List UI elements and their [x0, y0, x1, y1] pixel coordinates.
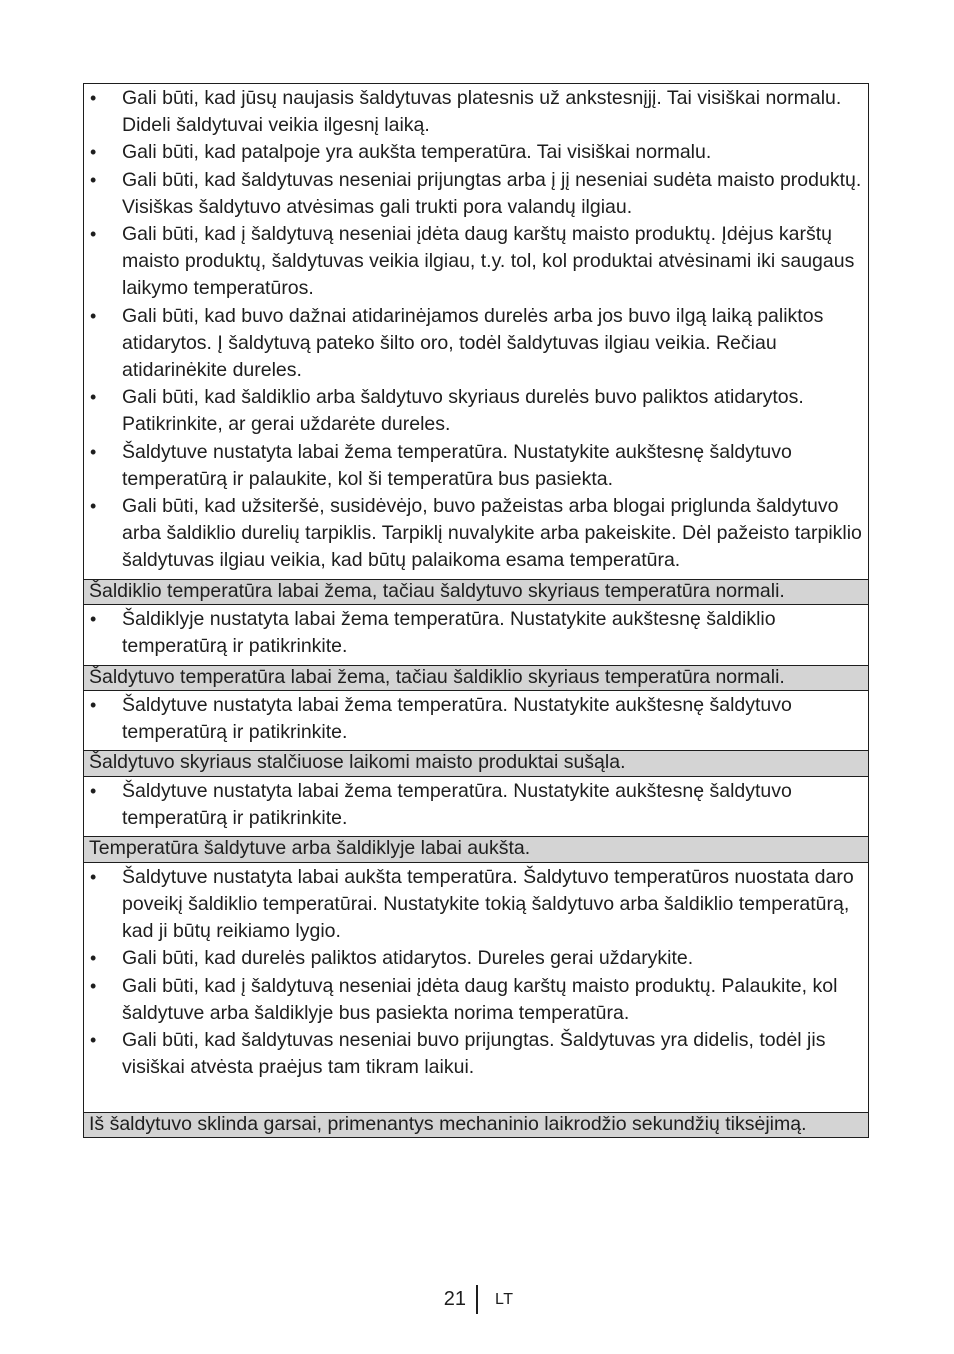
section-1-list — [90, 85, 862, 575]
list-item: • Gali būti, kad į šaldytuvą neseniai įdėta daug karštų maisto produktų. Palaukite, kol šaldytuve arba šaldiklyje bus pasiekta norima temperatūra. — [90, 974, 838, 1024]
list-item: • Šaldytuve nustatyta labai žema temperatūra. Nustatykite aukštesnę šaldytuvo temperatūrą ir patikrinkite. — [90, 779, 792, 830]
list-item: • Gali būti, kad šaldytuvas neseniai prijungtas arba į jį neseniai sudėta maisto produktų. Visiškas šaldytuvo atvėsimas gali trukti pora valandų ilgiau. — [90, 168, 862, 218]
bullet-icon: • — [90, 441, 97, 462]
list-item: • Gali būti, kad šaldytuvas neseniai buvo prijungtas. Šaldytuvas yra didelis, todėl jis visiškai atvėsta praėjus tam tikram laikui. — [90, 1029, 826, 1079]
bullet-icon: • — [90, 224, 97, 245]
bullet-icon: • — [90, 387, 97, 408]
bullet-icon: • — [90, 695, 97, 716]
list-item: • Šaldytuve nustatyta labai žema temperatūra. Nustatykite aukštesnę šaldytuvo temperatūrą ir palaukite, kol ši temperatūra bus pasiekta. — [90, 440, 792, 490]
section-1-body — [84, 84, 868, 579]
footer-divider — [476, 1285, 478, 1314]
section-4-header: Šaldytuvo skyriaus stalčiuose laikomi maisto produktai sušąla. — [84, 750, 868, 777]
list-item: • Šaldytuve nustatyta labai žema temperatūra. Nustatykite aukštesnę šaldytuvo temperatūrą ir patikrinkite. — [90, 694, 792, 744]
bullet-icon: • — [90, 169, 97, 190]
section-5-body — [84, 863, 868, 1112]
list-item: • Gali būti, kad jūsų naujasis šaldytuvas platesnis už ankstesnįjį. Tai visiškai normalu. Dideli šaldytuvai veikia ilgesnį laiką. — [90, 87, 842, 137]
section-6-header: Iš šaldytuvo sklinda garsai, primenantys mechaninio laikrodžio sekundžių tiksėjimą. — [84, 1112, 868, 1138]
troubleshooting-table — [83, 83, 869, 1138]
section-2-list — [90, 606, 862, 660]
bullet-icon: • — [90, 88, 97, 108]
language-code: LT — [495, 1291, 514, 1308]
section-3-body — [84, 691, 868, 750]
list-item: • Gali būti, kad šaldiklio arba šaldytuvo skyriaus durelės buvo paliktos atidarytos. Patikrinkite, ar gerai uždarėte dureles. — [90, 386, 804, 436]
list-item: • Gali būti, kad buvo dažnai atidarinėjamos durelės arba jos buvo ilgą laiką paliktos atidarytos. Į šaldytuvą pateko šilto oro, todėl šaldytuvas ilgiau veikia. Rečiau atidarinėkite dureles. — [90, 304, 824, 382]
bullet-icon: • — [90, 1030, 97, 1051]
page-number: 21 — [443, 1288, 466, 1310]
list-item: • Šaldytuve nustatyta labai aukšta temperatūra. Šaldytuvo temperatūros nuostata daro poveikį šaldiklio temperatūrai. Nustatykite tokią šaldytuvo arba šaldiklio temperatūrą, kad ji būtų reikiamo lygio. — [90, 865, 854, 943]
bullet-icon: • — [90, 305, 97, 326]
list-item: • Gali būti, kad patalpoje yra aukšta temperatūra. Tai visiškai normalu. — [90, 139, 862, 166]
section-2-header: Šaldiklio temperatūra labai žema, tačiau šaldytuvo skyriaus temperatūra normali. — [84, 579, 868, 606]
list-item: • Gali būti, kad durelės paliktos atidarytos. Dureles gerai uždarykite. — [90, 945, 862, 972]
section-3-list — [90, 692, 862, 746]
page-footer — [0, 1285, 954, 1315]
section-4-body — [84, 777, 868, 836]
section-5-header: Temperatūra šaldytuve arba šaldiklyje labai aukšta. — [84, 836, 868, 863]
list-item: • Gali būti, kad į šaldytuvą neseniai įdėta daug karštų maisto produktų. Įdėjus karštų maisto produktų, šaldytuvas veikia ilgiau, t.y. tol, kol produktai atvėsinami iki saugaus laikymo temperatūros. — [90, 223, 855, 300]
bullet-icon: • — [90, 142, 97, 163]
section-3-header: Šaldytuvo temperatūra labai žema, tačiau šaldiklio skyriaus temperatūra normali. — [84, 665, 868, 692]
section-5-list — [90, 864, 862, 1082]
bullet-icon: • — [90, 866, 97, 887]
bullet-icon: • — [90, 948, 97, 969]
section-4-list — [90, 778, 862, 832]
section-2-body — [84, 605, 868, 664]
list-item: • Šaldiklyje nustatyta labai žema temperatūra. Nustatykite aukštesnę šaldiklio temperatūrą ir patikrinkite. — [90, 608, 776, 658]
bullet-icon: • — [90, 496, 97, 517]
bullet-icon: • — [90, 975, 97, 996]
list-item: • Gali būti, kad užsiteršė, susidėvėjo, buvo pažeistas arba blogai priglunda šaldytuvo arba šaldiklio durelių tarpiklis. Tarpiklį nuvalykite arba pakeiskite. Dėl pažeisto tarpiklio šaldytuvas ilgiau veikia, kad būtų palaikoma esama temperatūra. — [90, 495, 862, 572]
bullet-icon: • — [90, 609, 97, 630]
bullet-icon: • — [90, 780, 97, 801]
